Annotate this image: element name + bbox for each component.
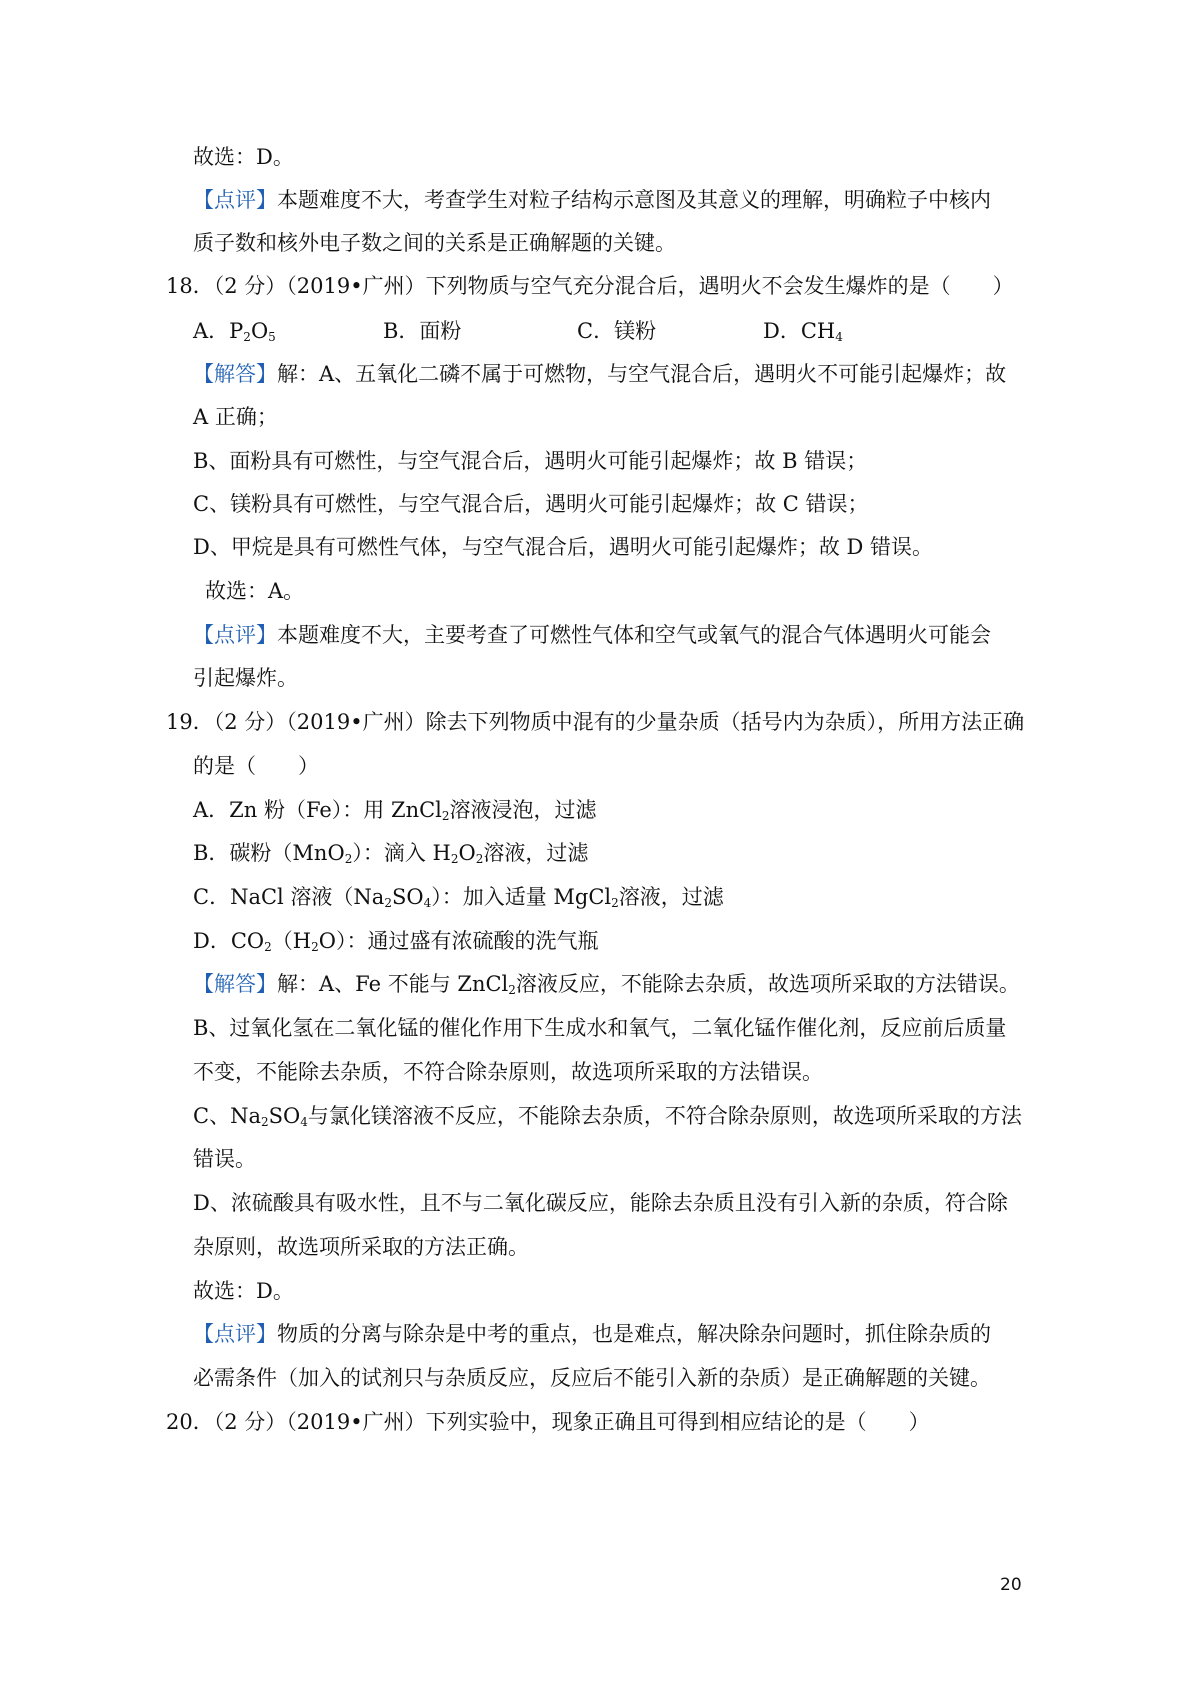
question-20-stem: 20．（2 分）（2019•广州）下列实验中，现象正确且可得到相应结论的是（ ） [166, 1410, 930, 1434]
option-a: A．$P_2O_5$ [193, 319, 276, 344]
option-c: C．镁粉 [577, 319, 657, 343]
review-tag: 【点评】 [193, 623, 277, 647]
answer-line-c: C、$Na_2SO_4$与氯化镁溶液不反应，不能除去杂质，不符合除杂原则，故选项所采取的方法 [193, 1104, 1022, 1129]
answer-line-b: B、过氧化氢在二氧化锰的催化作用下生成水和氧气，二氧化锰作催化剂，反应前后质量 [193, 1016, 1007, 1040]
review-line [193, 621, 991, 649]
answer-text: 解：A、五氧化二磷不属于可燃物，与空气混合后，遇明火不可能引起爆炸；故 [277, 362, 1007, 386]
review-line-cont: 引起爆炸。 [193, 666, 298, 690]
answer-line [193, 360, 1006, 388]
review-text: 物质的分离与除杂是中考的重点，也是难点，解决除杂问题时，抓住除杂质的 [277, 1322, 991, 1346]
review-tag: 【点评】 [193, 1322, 277, 1346]
review-line-cont: 必需条件（加入的试剂只与杂质反应，反应后不能引入新的杂质）是正确解题的关键。 [193, 1366, 991, 1390]
question-19-stem-cont: 的是（ ） [193, 754, 319, 778]
review-line [193, 186, 991, 214]
answer-line-d: D、甲烷是具有可燃性气体，与空气混合后，遇明火可能引起爆炸；故 D 错误。 [193, 535, 934, 559]
answer-line-c-cont: 错误。 [193, 1147, 256, 1171]
answer-tag: 【解答】 [193, 362, 277, 386]
answer-line-c: C、镁粉具有可燃性，与空气混合后，遇明火可能引起爆炸；故 C 错误； [193, 492, 869, 516]
answer-line-d-cont: 杂原则，故选项所采取的方法正确。 [193, 1235, 529, 1259]
review-text: 本题难度不大，主要考查了可燃性气体和空气或氧气的混合气体遇明火可能会 [277, 623, 991, 647]
question-18-options [193, 317, 893, 345]
review-line-cont: 质子数和核外电子数之间的关系是正确解题的关键。 [193, 231, 676, 255]
answer-choice-line: 故选：A。 [205, 579, 305, 603]
review-line [193, 1320, 991, 1348]
answer-line-b-cont: 不变，不能除去杂质，不符合除杂原则，故选项所采取的方法错误。 [193, 1060, 823, 1084]
answer-line-d: D、浓硫酸具有吸水性，且不与二氧化碳反应，能除去杂质且没有引入新的杂质，符合除 [193, 1191, 1008, 1215]
answer-line-b: B、面粉具有可燃性，与空气混合后，遇明火可能引起爆炸；故 B 错误； [193, 449, 868, 473]
option-d: D．$CO_2(H_2O)$：通过盛有浓硫酸的洗气瓶 [193, 929, 599, 954]
review-text: 本题难度不大，考查学生对粒子结构示意图及其意义的理解，明确粒子中核内 [277, 188, 991, 212]
page-number: 20 [1000, 1575, 1022, 1595]
answer-line-cont: A 正确； [193, 405, 278, 429]
question-19-stem: 19．（2 分）（2019•广州）除去下列物质中混有的少量杂质（括号内为杂质），所用方法正确 [166, 710, 1025, 734]
option-b: B．面粉 [383, 319, 462, 343]
review-tag: 【点评】 [193, 188, 277, 212]
option-b: B．碳粉（MnO$_2$）：滴入 $H_2O_2$溶液，过滤 [193, 841, 589, 866]
option-c: C．NaCl 溶液$(Na_2SO_4)$：加入适量 MgCl$_2$溶液，过滤 [193, 885, 724, 910]
question-18-stem: 18．（2 分）（2019•广州）下列物质与空气充分混合后，遇明火不会发生爆炸的是（ ） [166, 274, 1014, 298]
answer-choice-line: 故选：D。 [193, 1279, 294, 1303]
answer-tag: 【解答】 [193, 972, 277, 996]
option-a: A．Zn 粉（Fe）：用 ZnCl$_2$溶液浸泡，过滤 [193, 798, 597, 823]
answer-choice-line: 故选：D。 [193, 145, 294, 169]
option-d: D．$CH_4$ [763, 319, 843, 344]
answer-line: 【解答】解：A、Fe 不能与 ZnCl$_2$溶液反应，不能除去杂质，故选项所采取的方法错误。 [193, 972, 1020, 997]
